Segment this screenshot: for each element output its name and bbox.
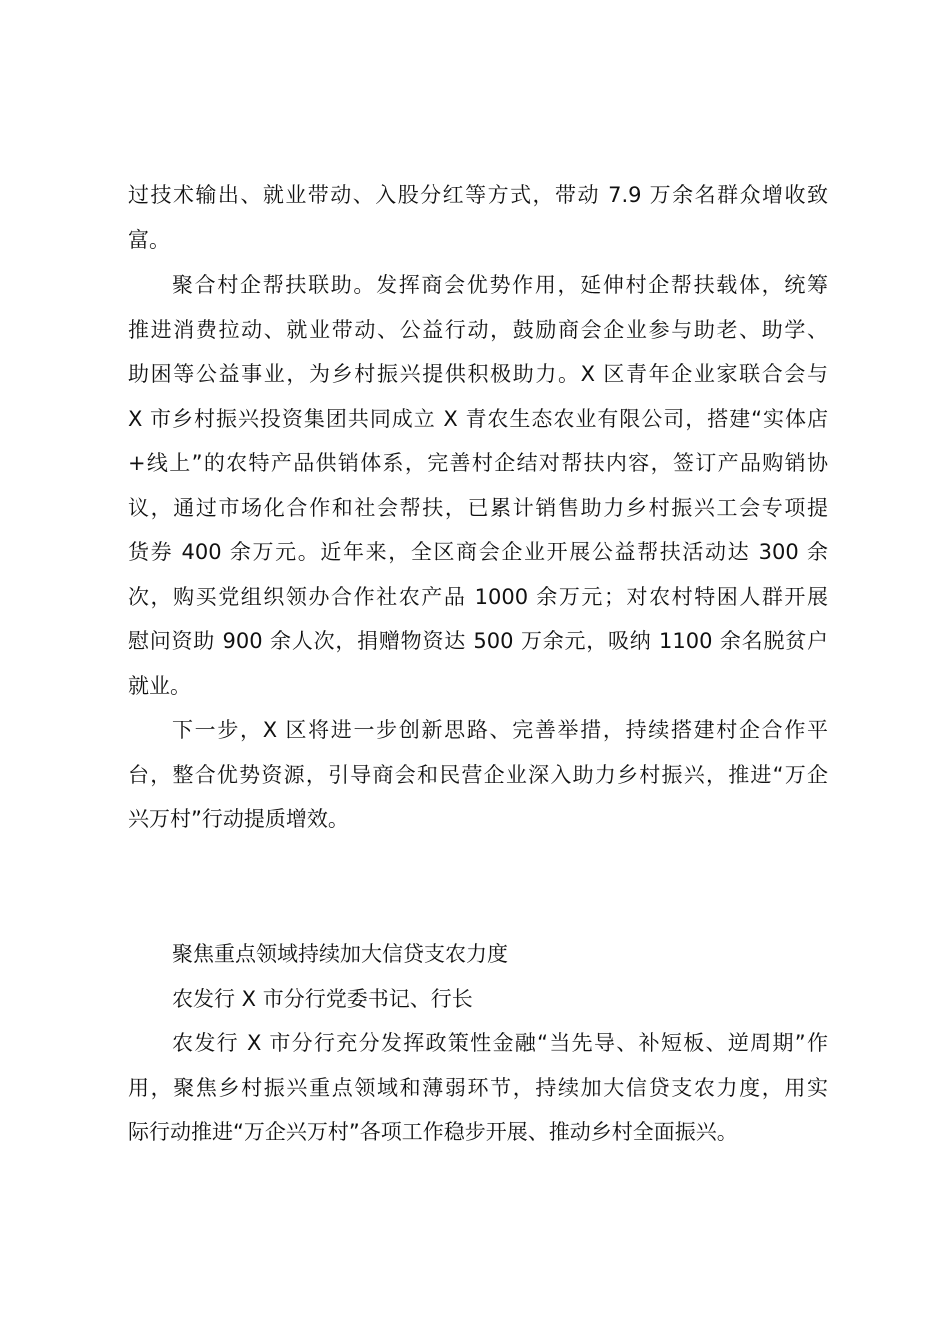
paragraph-line: 过技术输出、就业带动、入股分红等方式，带动 7.9 万余名群众增收致: [128, 183, 828, 207]
paragraph-line: 富。: [128, 227, 170, 252]
paragraph-line: 助困等公益事业，为乡村振兴提供积极助力。X 区青年企业家联合会与: [128, 362, 828, 386]
paragraph-line: 慰问资助 900 余人次，捐赠物资达 500 万余元，吸纳 1100 余名脱贫户: [128, 629, 828, 653]
paragraph-line: 次，购买党组织领办合作社农产品 1000 余万元；对农村特困人群开展: [128, 584, 828, 609]
paragraph-line: 就业。: [128, 673, 191, 698]
section-header: [128, 932, 828, 1021]
paragraph-line: 农发行 X 市分行充分发挥政策性金融“当先导、补短板、逆周期”作: [172, 1031, 828, 1055]
section-body: [128, 1021, 828, 1155]
paragraph-income-growth: [128, 173, 828, 262]
paragraph-line: 际行动推进“万企兴万村”各项工作稳步开展、推动乡村全面振兴。: [128, 1120, 738, 1144]
paragraph-line: 货券 400 余万元。近年来，全区商会企业开展公益帮扶活动达 300 余: [128, 540, 828, 564]
paragraph-line: 聚合村企帮扶联助。发挥商会优势作用，延伸村企帮扶载体，统筹: [172, 273, 828, 297]
paragraph-line: 推进消费拉动、就业带动、公益行动，鼓励商会企业参与助老、助学、: [128, 317, 828, 342]
paragraph-line: 下一步，X 区将进一步创新思路、完善举措，持续搭建村企合作平: [172, 718, 828, 742]
paragraph-line: +线上”的农特产品供销体系，完善村企结对帮扶内容，签订产品购销协: [128, 451, 828, 475]
section-title: 聚焦重点领域持续加大信贷支农力度: [172, 942, 508, 966]
paragraph-line: X 市乡村振兴投资集团共同成立 X 青农生态农业有限公司，搭建“实体店: [128, 406, 828, 431]
paragraph-line: 议，通过市场化合作和社会帮扶，已累计销售助力乡村振兴工会专项提: [128, 495, 828, 520]
paragraph-village-enterprise-assistance: [128, 263, 828, 708]
paragraph-line: 兴万村”行动提质增效。: [128, 807, 349, 831]
paragraph-line: 台，整合优势资源，引导商会和民营企业深入助力乡村振兴，推进“万企: [128, 762, 828, 787]
paragraph-line: 用，聚焦乡村振兴重点领域和薄弱环节，持续加大信贷支农力度，用实: [128, 1075, 828, 1100]
paragraph-next-steps: [128, 708, 828, 842]
section-author: 农发行 X 市分行党委书记、行长: [172, 986, 473, 1011]
